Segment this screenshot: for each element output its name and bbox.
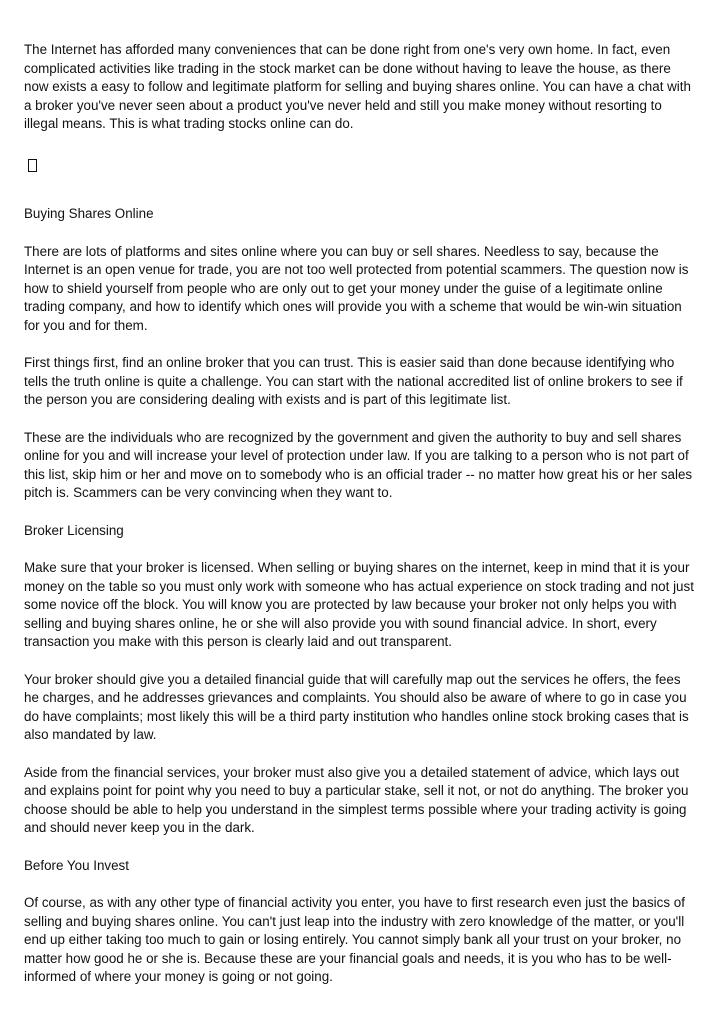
intro-paragraph: The Internet has afforded many conveniences that can be done right from one's very own home. In fact, even complicated activities like trading in the stock market can be done without having to leave the house, as there now exists a easy to follow and legitimate platform for selling and buying shares online. You can have a chat with a broker you've never seen about a product you've never held and still you make money without resorting to illegal means. This is what trading stocks online can do. xyxy=(24,42,691,131)
section-paragraph: These are the individuals who are recognized by the government and given the authority to buy and sell shares online for you and will increase your level of protection under law. If you are talking to a person who is not part of this list, skip him or her and move on to somebody who is an official trader -- no matter how great his or her sales pitch is. Scammers can be very convincing when they want to. xyxy=(24,429,693,500)
section-paragraph: Your broker should give you a detailed financial guide that will carefully map out the services he offers, the fees he charges, and he addresses grievances and complaints. You should also be aware of where to go in case you do have complaints; most likely this will be a third party institution who handles online stock broking cases that is also mandated by law. xyxy=(24,671,689,742)
section-paragraph: Make sure that your broker is licensed. When selling or buying shares on the internet, keep in mind that it is your money on the table so you must only work with someone who has actual experience on stock trading and not just some novice off the block. You will know you are protected by law because your broker not only helps you with selling and buying shares online, he or she will also provide you with sound financial advice. In short, every transaction you make with this person is clearly laid and out transparent. xyxy=(24,560,694,649)
section-paragraph: There are lots of platforms and sites online where you can buy or sell shares. Needless to say, because the Internet is an open venue for trade, you are not too well protected from potential scammers. The question now is how to shield yourself from people who are only out to get your money under the guise of a legitimate online trading company, and how to identify which ones will provide you with a scheme that would be win-win situation for you and for them. xyxy=(24,243,689,333)
section-paragraph: Of course, as with any other type of financial activity you enter, you have to first research even just the basics of selling and buying shares online. You can't just leap into the industry with zero knowledge of the matter, or you'll end up either taking too much to gain or losing entirely. You cannot simply bank all your trust on your broker, no matter how good he or she is. Because these are your financial goals and needs, it is you who has to be well-informed of where your money is going or not going. xyxy=(24,895,685,984)
section-buying-shares-online xyxy=(24,205,698,503)
missing-glyph-icon xyxy=(28,159,37,172)
article xyxy=(24,41,698,1006)
section-paragraph: Aside from the financial services, your broker must also give you a detailed statement of advice, which lays out and explains point for point why you need to buy a particular stake, sell it not, or not do anything. The broker you choose should be able to help you understand in the simplest terms possible where your trading activity is going and should never keep you in the dark. xyxy=(24,764,689,835)
section-heading: Before You Invest xyxy=(24,857,129,873)
section-heading: Broker Licensing xyxy=(24,522,124,538)
section-heading: Buying Shares Online xyxy=(24,206,154,221)
section-paragraph: First things first, find an online broker that you can trust. This is easier said than done because identifying who tells the truth online is quite a challenge. You can start with the national accredited list of online brokers to see if the person you are considering dealing with exists and is part of this legitimate list. xyxy=(24,355,683,407)
section-broker-licensing xyxy=(24,522,698,838)
section-before-you-invest xyxy=(24,857,698,987)
